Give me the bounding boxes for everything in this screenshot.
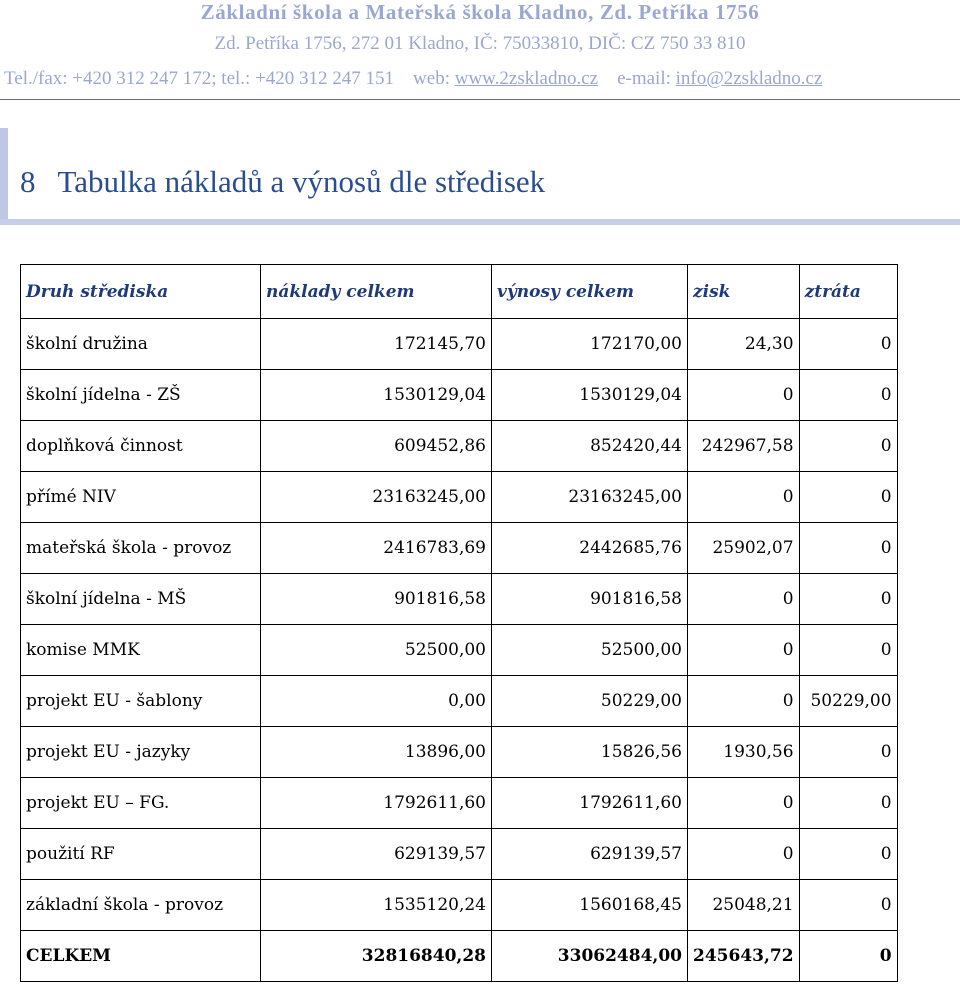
value-cell: 23163245,00 <box>492 472 688 523</box>
value-cell: 24,30 <box>688 319 800 370</box>
value-cell: 0 <box>688 676 800 727</box>
value-cell: 15826,56 <box>492 727 688 778</box>
row-label-cell: projekt EU - šablony <box>21 676 261 727</box>
row-label-cell: mateřská škola - provoz <box>21 523 261 574</box>
value-cell: 0 <box>688 370 800 421</box>
value-cell: 25048,21 <box>688 880 800 931</box>
table-row <box>21 778 898 829</box>
value-cell: 2442685,76 <box>492 523 688 574</box>
value-cell: 2416783,69 <box>261 523 492 574</box>
value-cell: 0 <box>688 778 800 829</box>
value-cell: 0 <box>799 778 897 829</box>
value-cell: 33062484,00 <box>492 931 688 982</box>
value-cell: 25902,07 <box>688 523 800 574</box>
value-cell: 172145,70 <box>261 319 492 370</box>
phone-text: Tel./fax: +420 312 247 172; tel.: +420 312 247 151 <box>4 68 395 89</box>
table-header-row <box>21 265 898 319</box>
school-address: Zd. Petříka 1756, 272 01 Kladno, IČ: 75033810, DIČ: CZ 750 33 810 <box>214 33 746 54</box>
column-header: výnosy celkem <box>492 265 688 319</box>
web-link[interactable]: www.2zskladno.cz <box>454 68 599 89</box>
costs-table <box>20 264 898 982</box>
table-row <box>21 370 898 421</box>
value-cell: 0 <box>799 931 897 982</box>
row-label-cell: použití RF <box>21 829 261 880</box>
value-cell: 1560168,45 <box>492 880 688 931</box>
value-cell: 50229,00 <box>492 676 688 727</box>
value-cell: 901816,58 <box>492 574 688 625</box>
value-cell: 0 <box>799 727 897 778</box>
total-row <box>21 931 898 982</box>
value-cell: 172170,00 <box>492 319 688 370</box>
value-cell: 852420,44 <box>492 421 688 472</box>
value-cell: 0 <box>688 829 800 880</box>
table-row <box>21 676 898 727</box>
column-header: zisk <box>688 265 800 319</box>
value-cell: 0 <box>799 829 897 880</box>
value-cell: 23163245,00 <box>261 472 492 523</box>
email-link[interactable]: info@2zskladno.cz <box>675 68 823 89</box>
value-cell: 0 <box>688 574 800 625</box>
value-cell: 0 <box>799 625 897 676</box>
row-label-cell: školní jídelna - MŠ <box>21 574 261 625</box>
value-cell: 0 <box>799 319 897 370</box>
row-label-cell: přímé NIV <box>21 472 261 523</box>
value-cell: 0 <box>688 625 800 676</box>
table-row <box>21 319 898 370</box>
value-cell: 629139,57 <box>261 829 492 880</box>
value-cell: 0 <box>799 880 897 931</box>
value-cell: 1792611,60 <box>261 778 492 829</box>
value-cell: 901816,58 <box>261 574 492 625</box>
value-cell: 52500,00 <box>261 625 492 676</box>
section-heading <box>0 128 960 225</box>
column-header: Druh střediska <box>21 265 261 319</box>
section-number: 8 <box>20 164 36 199</box>
value-cell: 0,00 <box>261 676 492 727</box>
value-cell: 242967,58 <box>688 421 800 472</box>
value-cell: 50229,00 <box>799 676 897 727</box>
row-label-cell: školní jídelna - ZŠ <box>21 370 261 421</box>
value-cell: 1535120,24 <box>261 880 492 931</box>
table-row <box>21 880 898 931</box>
value-cell: 0 <box>688 472 800 523</box>
row-label-cell: projekt EU – FG. <box>21 778 261 829</box>
row-label-cell: projekt EU - jazyky <box>21 727 261 778</box>
table-row <box>21 472 898 523</box>
table-row <box>21 523 898 574</box>
email-label: e-mail: <box>617 68 671 89</box>
value-cell: 1530129,04 <box>492 370 688 421</box>
table-body <box>21 319 898 982</box>
heading-left-bar <box>0 128 8 225</box>
section-title <box>20 164 545 200</box>
value-cell: 0 <box>799 472 897 523</box>
table-row <box>21 625 898 676</box>
value-cell: 0 <box>799 421 897 472</box>
value-cell: 52500,00 <box>492 625 688 676</box>
table-row <box>21 421 898 472</box>
row-label-cell: CELKEM <box>21 931 261 982</box>
section-title-text: Tabulka nákladů a výnosů dle středisek <box>57 164 546 199</box>
table-row <box>21 574 898 625</box>
value-cell: 0 <box>799 370 897 421</box>
value-cell: 609452,86 <box>261 421 492 472</box>
value-cell: 32816840,28 <box>261 931 492 982</box>
table-row <box>21 727 898 778</box>
value-cell: 0 <box>799 523 897 574</box>
school-name: Základní škola a Mateřská škola Kladno, Zd. Petříka 1756 <box>200 0 760 24</box>
header-divider <box>0 99 960 100</box>
heading-bottom-bar <box>0 219 960 225</box>
value-cell: 245643,72 <box>688 931 800 982</box>
web-label: web: <box>413 68 450 89</box>
row-label-cell: komise MMK <box>21 625 261 676</box>
row-label-cell: školní družina <box>21 319 261 370</box>
school-contact <box>0 68 960 90</box>
value-cell: 629139,57 <box>492 829 688 880</box>
value-cell: 13896,00 <box>261 727 492 778</box>
value-cell: 0 <box>799 574 897 625</box>
table-row <box>21 829 898 880</box>
value-cell: 1930,56 <box>688 727 800 778</box>
row-label-cell: základní škola - provoz <box>21 880 261 931</box>
value-cell: 1792611,60 <box>492 778 688 829</box>
column-header: ztráta <box>799 265 897 319</box>
column-header: náklady celkem <box>261 265 492 319</box>
value-cell: 1530129,04 <box>261 370 492 421</box>
row-label-cell: doplňková činnost <box>21 421 261 472</box>
